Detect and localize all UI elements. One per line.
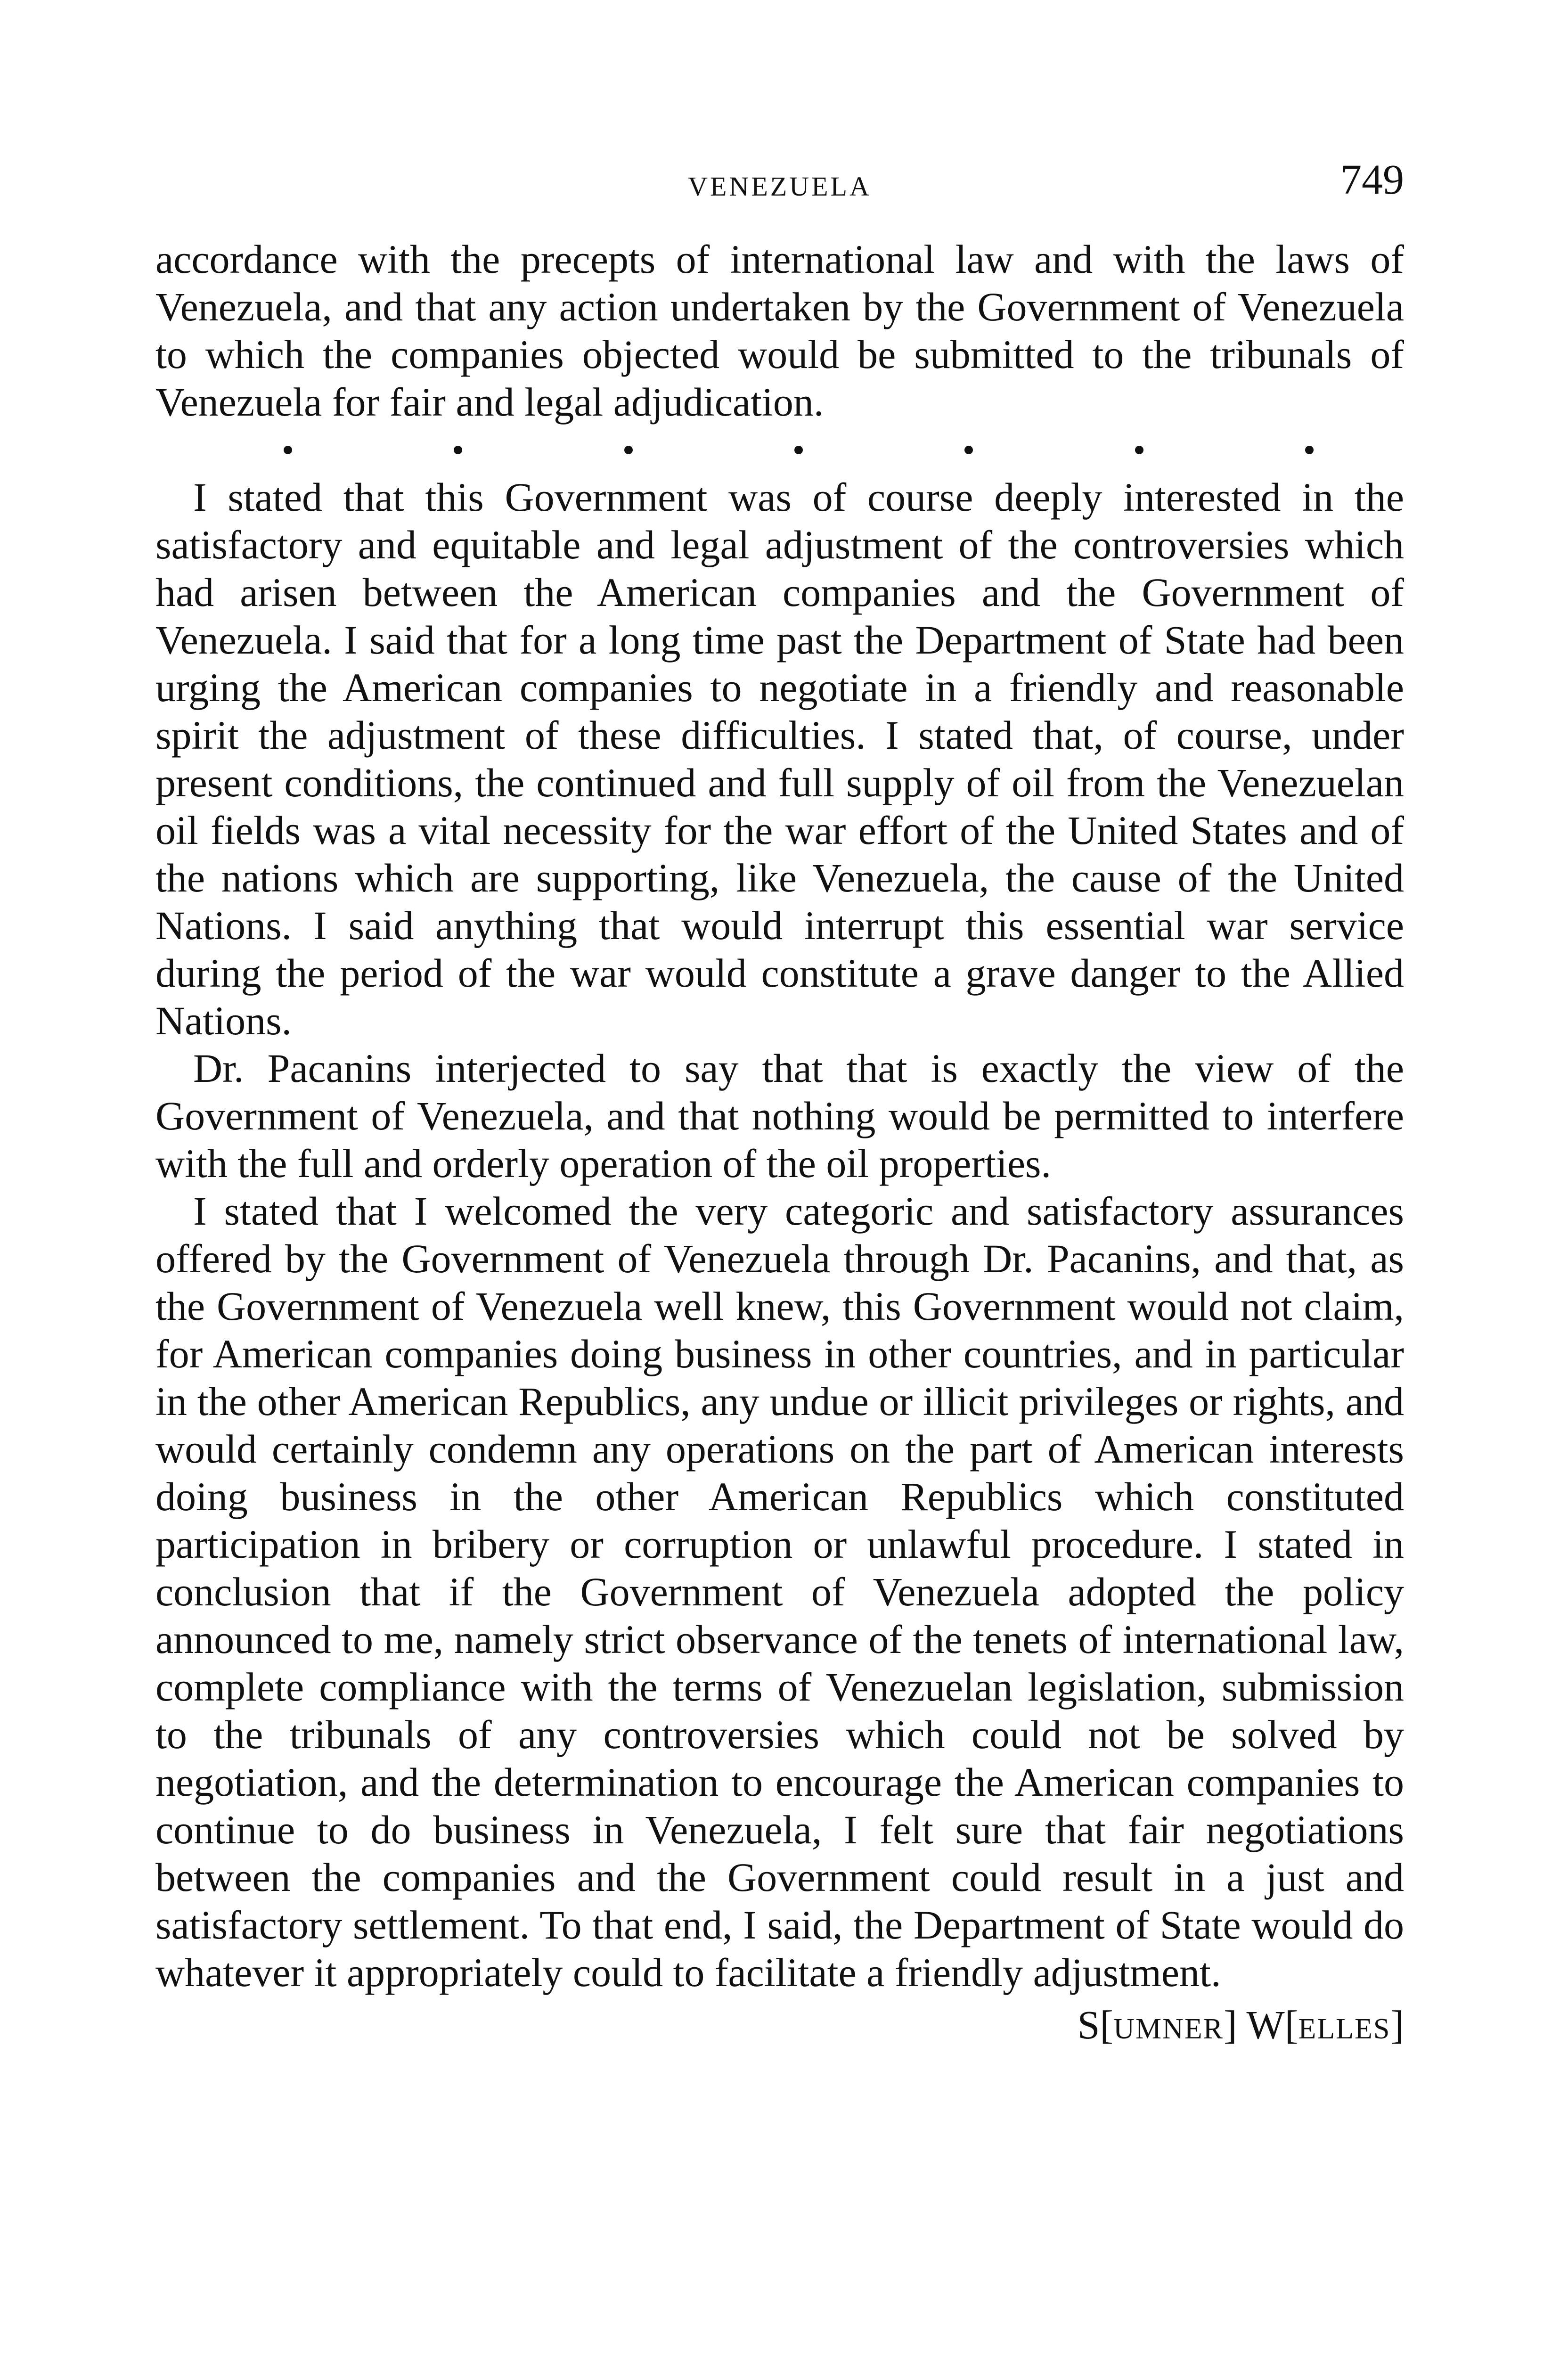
ellipsis-dot <box>624 446 633 454</box>
page-number: 749 <box>1340 156 1404 203</box>
ellipsis-dot <box>964 446 973 454</box>
signature-part: ] W[ <box>1223 2002 1298 2047</box>
ellipsis-dot <box>1135 446 1143 454</box>
paragraph-adjustment: I stated that this Government was of course deeply interested in the satisfactory and equitable and legal adjustment of the controversies which had arisen between the American companies and the Government of Venezuela. I said that for a long time past the Department of State had been urging the American companies to negotiate in a friendly and reasonable spirit the adjustment of these difficulties. I stated that, of course, under present conditions, the continued and full supply of oil from the Venezuelan oil fields was a vital necessity for the war effort of the United States and of the nations which are supporting, like Venezuela, the cause of the United Nations. I said anything that would interrupt this essential war service during the period of the war would constitute a grave danger to the Allied Nations. <box>155 474 1404 1043</box>
signature-smallcaps: ELLES <box>1298 2013 1391 2045</box>
ellipsis-dot <box>454 446 462 454</box>
page-header <box>155 155 1404 212</box>
signature <box>155 2001 1404 2053</box>
paragraph-continued: accordance with the precepts of international law and with the laws of Venezuela, and that any action undertaken by the Government of Venezuela to which the companies objected would be submitted to the tribunals of Venezuela for fair and legal adjudication. <box>155 237 1404 425</box>
paragraph-assurances: I stated that I welcomed the very categoric and satisfactory assurances offered by the Government of Venezuela through Dr. Pacanins, and that, as the Government of Venezuela well knew, this Government would not claim, for American companies doing business in other countries, and in particular in the other American Republics, any undue or illicit privileges or rights, and would certainly condemn any operations on the part of American interests doing business in the other American Republics which constituted participation in bribery or corruption or unlawful procedure. I stated in conclusion that if the Government of Venezuela adopted the policy announced to me, namely strict observance of the tenets of international law, complete compliance with the terms of Venezuelan legislation, submission to the tribunals of any controversies which could not be solved by negotiation, and the determination to encourage the American companies to continue to do business in Venezuela, I felt sure that fair negotiations between the companies and the Government could result in a just and satisfactory settlement. To that end, I said, the Department of State would do whatever it appropriately could to facilitate a friendly adjustment. <box>155 1188 1404 1995</box>
signature-smallcaps: UMNER <box>1113 2013 1224 2045</box>
ellipsis-dot <box>1305 446 1314 454</box>
signature-part: S[ <box>1077 2002 1114 2047</box>
signature-part: ] <box>1390 2002 1404 2047</box>
page-body <box>155 236 1404 2053</box>
ellipsis-dot <box>284 446 292 454</box>
running-head: VENEZUELA <box>688 171 872 202</box>
ellipsis-dot <box>794 446 803 454</box>
omission-ellipsis <box>155 426 1404 474</box>
paragraph-pacanins: Dr. Pacanins interjected to say that that is exactly the view of the Government of Venezuela, and that nothing would be permitted to interfere with the full and orderly operation of the oil properties. <box>155 1046 1404 1186</box>
